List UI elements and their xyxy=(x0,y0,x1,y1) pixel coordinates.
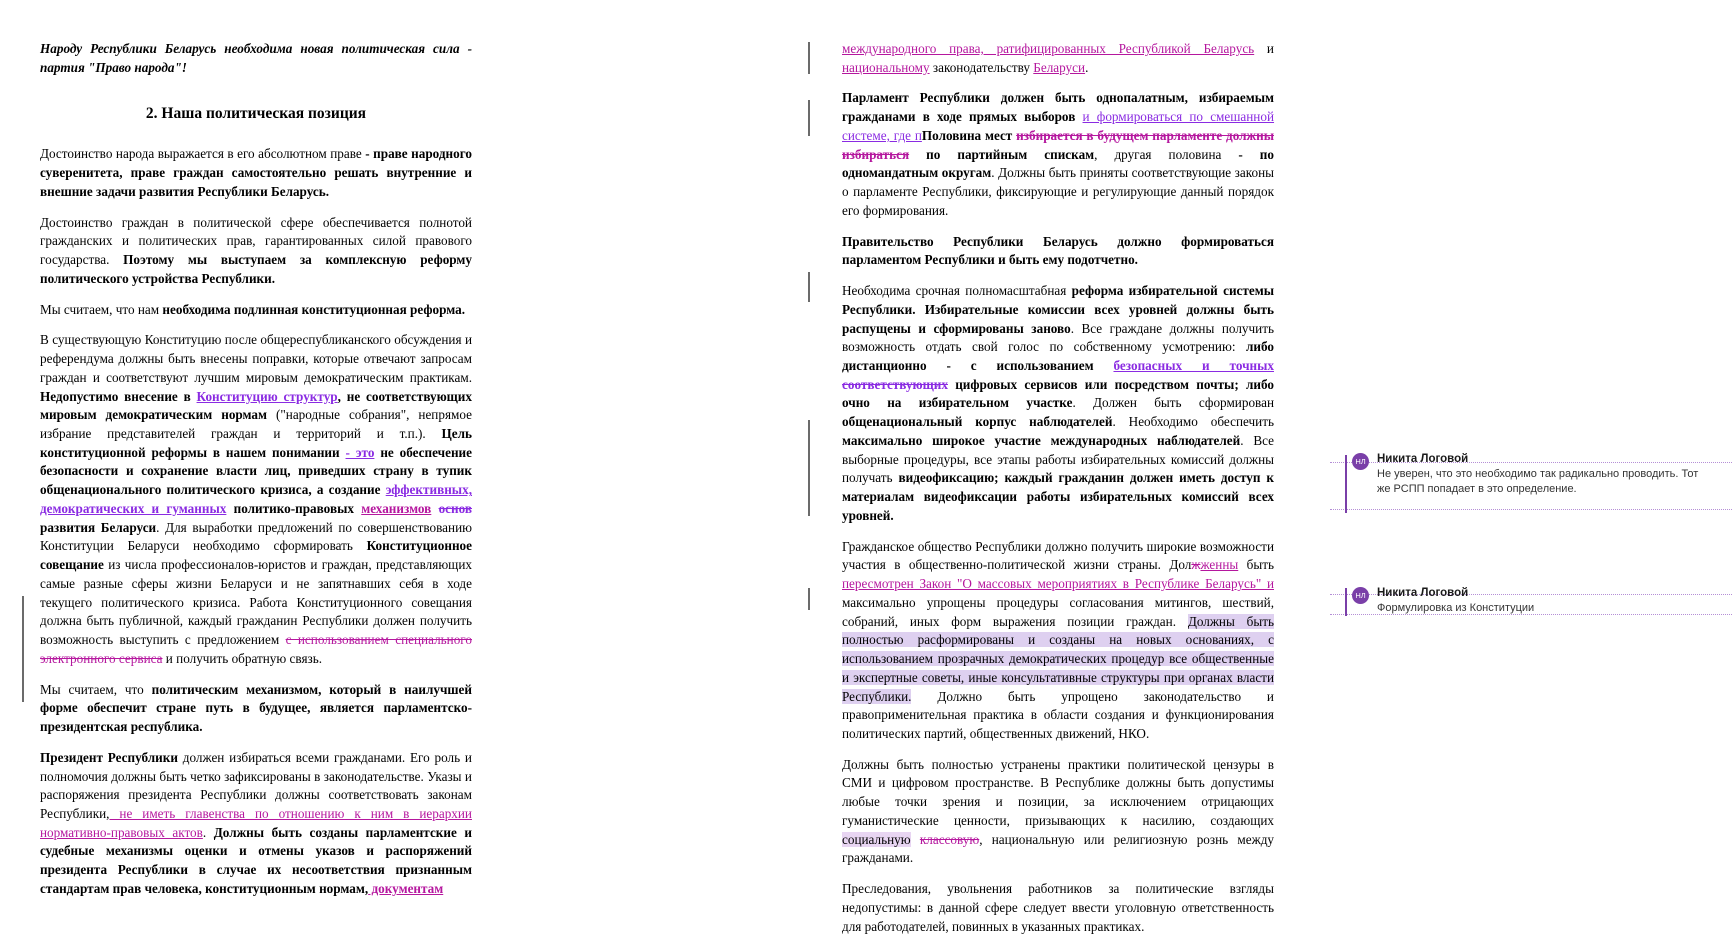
comment-text: Формулировка из Конституции xyxy=(1377,602,1535,615)
paragraph: Должны быть полностью устранены практики политической цензуры в СМИ и цифровом пространстве. В Республике должны быть допустимы любые точки зрения и позиции, за исключением отрицающих гуманистические ценности, призывающих к насилию, создающих социальную классовую, национальную или религиозную рознь между гражданами. xyxy=(842,756,1274,866)
comment-author: Никита Логовой xyxy=(1377,587,1469,599)
paragraph: Гражданское общество Республики должно получить широкие возможности участия в общественно-политической жизни страны. Должженны быть пересмотрен Закон "О массовых мероприятиях в Республике Беларусь" и максимально упрощены процедуры согласования митингов, шествий, собраний, иных форм выражения позиции граждан. Должны быть полностью расформированы и созданы на новых основаниях, с использованием прозрачных демократических процедур все общественные и экспертные советы, иные консультативные структуры при органах власти Республики. Должно быть упрощено законодательство и правоприменительная практика в области создания и функционирования политических партий, общественных движений, НКО. xyxy=(842,538,1275,741)
comment-item[interactable] xyxy=(1352,452,1712,497)
paragraph: Достоинство народа выражается в его абсолютном праве - праве народного суверенитета, праве граждан самостоятельно решать внутренние и внешние задачи развития Республики Беларусь. xyxy=(40,146,472,199)
change-bar xyxy=(808,42,810,74)
paragraph: Правительство Республики Беларусь должно формироваться парламентом Республики и быть ему подотчетно. xyxy=(842,233,1274,268)
comment-author: Никита Логовой xyxy=(1377,453,1469,465)
paragraph: Преследования, увольнения работников за политические взгляды недопустимы: в данной сфере следует ввести уголовную ответственность для работодателей, повинных в указанных практиках. xyxy=(842,881,1274,934)
change-bar xyxy=(22,596,24,702)
left-page-text-column xyxy=(40,40,472,911)
change-bar xyxy=(808,100,810,136)
paragraph: Достоинство граждан в политической сфере обеспечивается полнотой гражданских и политических прав, гарантированных силой правового государства. Поэтому мы выступаем за комплексную реформу политического устройства Республики. xyxy=(40,214,472,286)
change-bar xyxy=(808,272,810,302)
right-page-text-column xyxy=(842,40,1274,948)
paragraph: Необходима срочная полномасштабная реформа избирательной системы Республики. Избирательные комиссии всех уровней должны быть распущены и сформированы заново. Все граждане должны получить возможность отдать свой голос по собственному усмотрению: либо дистанционно - с использованием безопасных и точных соответствующих цифровых сервисов или посредством почты; либо очно на избирательном участке. Должен быть сформирован общенациональный корпус наблюдателей. Необходимо обеспечить максимально широкое участие международных наблюдателей. Все выборные процедуры, все этапы работы избирательных комиссий должны получать видеофиксацию; каждый гражданин должен иметь доступ к материалам видеофиксации работы избирательных комиссий всех уровней. xyxy=(842,283,1275,523)
paragraph: Мы считаем, что нам необходима подлинная конституционная реформа. xyxy=(40,301,466,317)
comment-anchor-line xyxy=(1330,509,1732,510)
page-gutter xyxy=(540,0,772,833)
change-bar xyxy=(808,420,810,516)
comment-thread-bar xyxy=(1345,455,1347,513)
paragraph: В существующую Конституцию после общереспубликанского обсуждения и референдума должны быть внесены поправки, которые отвечают запросам граждан и соответствуют лучшим мировым демократическим практикам. Недопустимо внесение в Конституцию структур, не соответствующих мировым демократическим нормам ("народные собрания", непрямое избрание представителей граждан и территорий и т.п.). Цель конституционной реформы в нашем понимании - это не обеспечение безопасности и сохранение власти лиц, приведших страну в тупик общенационального политического кризиса, а создание эффективных, демократических и гуманных политико-правовых механизмов основ развития Беларуси. Для выработки предложений по совершенствованию Конституции Беларуси необходимо сформировать Конституционное совещание из числа профессионалов-юристов и граждан, представляющих самые разные сферы жизни Беларуси и не запятнавших себя в ходе текущего политического кризиса. Работа Конституционного совещания должна быть публичной, каждый гражданин Республики должен получить возможность выступить с предложением с использованием специального электронного сервиса и получить обратную связь. xyxy=(40,332,473,666)
document-page-left xyxy=(0,0,540,896)
intro-paragraph: Народу Республики Беларусь необходима новая политическая сила - партия "Право народа"! xyxy=(40,41,472,75)
page-title: 2. Наша политическая позиция xyxy=(145,105,367,123)
change-bar xyxy=(808,588,810,610)
comment-item[interactable] xyxy=(1352,586,1712,616)
paragraph: Мы считаем, что политическим механизмом, который в наилучшей форме обеспечит стране путь в будущее, является парламентско-президентская республика. xyxy=(40,681,472,735)
document-page-right xyxy=(772,0,1344,934)
comment-text: Не уверен, что это необходимо так радикально проводить. Тот же РСПП попадает в это определение. xyxy=(1377,468,1699,495)
paragraph: Президент Республики должен избираться всеми гражданами. Его роль и полномочия должны быть четко зафиксированы в законодательстве. Указы и распоряжения президента Республики должны соответствовать законам Республики, не иметь главенства по отношению к ним в иерархии нормативно-правовых актов. Должны быть созданы парламентские и судебные механизмы оценки и отмены указов и распоряжений президента Республики в случае их несоответствия признанным стандартам прав человека, конституционным нормам, документам xyxy=(40,749,472,896)
paragraph: международного права, ратифицированных Республикой Беларусь и национальному законодательству Беларуси. xyxy=(842,41,1274,75)
avatar: НЛ xyxy=(1352,453,1369,470)
paragraph: Парламент Республики должен быть однопалатным, избираемым гражданами в ходе прямых выборов и формироваться по смешанной системе, где пПоловина мест избирается в будущем парламенте должны избираться по партийным спискам, другая половина - по одномандатным округам. Должны быть приняты соответствующие законы о парламенте Республики, фиксирующие и регулирующие данный порядок его формирования. xyxy=(842,90,1275,218)
comment-thread-bar xyxy=(1345,588,1347,616)
avatar: НЛ xyxy=(1352,587,1369,604)
comments-pane xyxy=(1344,0,1732,833)
